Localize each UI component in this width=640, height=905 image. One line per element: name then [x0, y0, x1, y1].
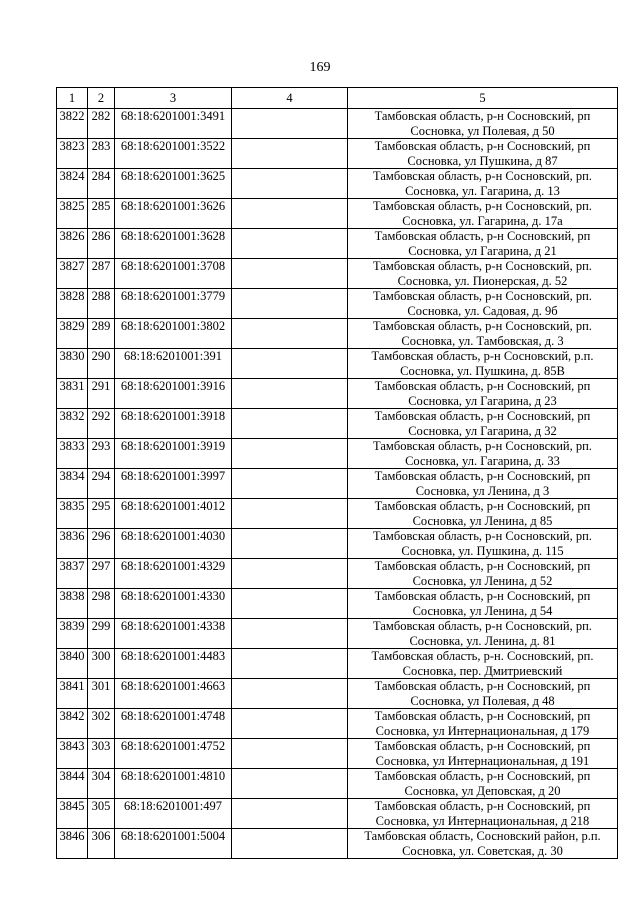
- address-cell: [348, 709, 618, 739]
- address-cell: [348, 169, 618, 199]
- row-number-cell: 298: [88, 589, 115, 619]
- row-number-cell: 297: [88, 559, 115, 589]
- row-number-cell: 289: [88, 319, 115, 349]
- address-line-2: Сосновка, ул Ленина, д 54: [412, 603, 553, 618]
- row-number-cell: 303: [88, 739, 115, 769]
- address-line-2: Сосновка, ул Интернациональная, д 179: [375, 723, 590, 738]
- cadastral-number-cell: 68:18:6201001:3708: [115, 259, 232, 289]
- address-line-1: Тамбовская область, р-н Сосновский, рп.: [373, 199, 592, 213]
- row-number-cell: 292: [88, 409, 115, 439]
- header-cell-2: 2: [88, 88, 115, 109]
- row-index-cell: 3827: [57, 259, 88, 289]
- address-cell: [348, 679, 618, 709]
- address-line-2: Сосновка, ул Пушкина, д 87: [407, 153, 558, 168]
- cadastral-number-cell: 68:18:6201001:4330: [115, 589, 232, 619]
- table-row: [57, 169, 618, 199]
- address-line-1: Тамбовская область, р-н Сосновский, рп: [374, 589, 591, 603]
- column-4-cell: [232, 469, 348, 499]
- header-cell-5: 5: [348, 88, 618, 109]
- address-line-2: Сосновка, ул Полевая, д 50: [410, 123, 555, 138]
- table-row: [57, 109, 618, 139]
- table-row: [57, 679, 618, 709]
- cadastral-number-cell: 68:18:6201001:4338: [115, 619, 232, 649]
- header-cell-3: 3: [115, 88, 232, 109]
- row-number-cell: 302: [88, 709, 115, 739]
- address-line-2: Сосновка, ул Гагарина, д 32: [408, 423, 557, 438]
- column-4-cell: [232, 229, 348, 259]
- row-index-cell: 3833: [57, 439, 88, 469]
- address-cell: [348, 349, 618, 379]
- address-cell: [348, 529, 618, 559]
- address-cell: [348, 559, 618, 589]
- address-line-2: Сосновка, ул. Садовая, д. 9б: [407, 303, 558, 318]
- row-number-cell: 304: [88, 769, 115, 799]
- header-cell-1: 1: [57, 88, 88, 109]
- address-cell: [348, 199, 618, 229]
- table-row: [57, 379, 618, 409]
- table-row: [57, 739, 618, 769]
- row-index-cell: 3829: [57, 319, 88, 349]
- row-number-cell: 286: [88, 229, 115, 259]
- row-index-cell: 3823: [57, 139, 88, 169]
- address-line-2: Сосновка, ул Гагарина, д 21: [408, 243, 557, 258]
- address-cell: [348, 229, 618, 259]
- address-line-1: Тамбовская область, р-н. Сосновский, рп.: [371, 649, 594, 663]
- address-cell: [348, 409, 618, 439]
- table-row: [57, 529, 618, 559]
- row-number-cell: 296: [88, 529, 115, 559]
- cadastral-number-cell: 68:18:6201001:5004: [115, 829, 232, 859]
- address-line-2: Сосновка, ул Полевая, д 48: [410, 693, 555, 708]
- row-index-cell: 3840: [57, 649, 88, 679]
- address-line-2: Сосновка, ул. Пушкина, д. 115: [401, 543, 564, 558]
- row-index-cell: 3831: [57, 379, 88, 409]
- address-line-1: Тамбовская область, р-н Сосновский, рп: [374, 409, 591, 423]
- address-line-1: Тамбовская область, р-н Сосновский, рп: [374, 469, 591, 483]
- column-4-cell: [232, 409, 348, 439]
- table-row: [57, 559, 618, 589]
- row-index-cell: 3832: [57, 409, 88, 439]
- table-row: [57, 199, 618, 229]
- address-cell: [348, 499, 618, 529]
- column-4-cell: [232, 169, 348, 199]
- address-line-2: Сосновка, ул Гагарина, д 23: [408, 393, 557, 408]
- table-row: [57, 229, 618, 259]
- row-index-cell: 3824: [57, 169, 88, 199]
- table-row: [57, 409, 618, 439]
- cadastral-number-cell: 68:18:6201001:4483: [115, 649, 232, 679]
- row-index-cell: 3841: [57, 679, 88, 709]
- address-cell: [348, 649, 618, 679]
- address-cell: [348, 319, 618, 349]
- cadastral-number-cell: 68:18:6201001:3916: [115, 379, 232, 409]
- column-4-cell: [232, 499, 348, 529]
- address-line-1: Тамбовская область, р-н Сосновский, рп: [374, 379, 591, 393]
- row-number-cell: 288: [88, 289, 115, 319]
- column-4-cell: [232, 559, 348, 589]
- row-number-cell: 295: [88, 499, 115, 529]
- cadastral-number-cell: 68:18:6201001:3997: [115, 469, 232, 499]
- address-line-1: Тамбовская область, р-н Сосновский, рп: [374, 109, 591, 123]
- table-row: [57, 439, 618, 469]
- address-line-1: Тамбовская область, р-н Сосновский, рп: [374, 679, 591, 693]
- column-4-cell: [232, 709, 348, 739]
- table-row: [57, 349, 618, 379]
- table-row: [57, 649, 618, 679]
- address-line-2: Сосновка, ул Интернациональная, д 191: [375, 753, 590, 768]
- address-line-2: Сосновка, ул Деповская, д 20: [404, 783, 561, 798]
- row-number-cell: 287: [88, 259, 115, 289]
- cadastral-number-cell: 68:18:6201001:3779: [115, 289, 232, 319]
- row-index-cell: 3846: [57, 829, 88, 859]
- row-number-cell: 284: [88, 169, 115, 199]
- address-line-2: Сосновка, ул. Гагарина, д. 13: [405, 183, 560, 198]
- address-line-1: Тамбовская область, р-н Сосновский, рп.: [373, 169, 592, 183]
- row-index-cell: 3830: [57, 349, 88, 379]
- row-index-cell: 3845: [57, 799, 88, 829]
- cadastral-number-cell: 68:18:6201001:4030: [115, 529, 232, 559]
- address-line-1: Тамбовская область, р-н Сосновский, рп: [374, 499, 591, 513]
- row-index-cell: 3825: [57, 199, 88, 229]
- cadastral-number-cell: 68:18:6201001:3918: [115, 409, 232, 439]
- row-index-cell: 3843: [57, 739, 88, 769]
- row-index-cell: 3837: [57, 559, 88, 589]
- column-4-cell: [232, 349, 348, 379]
- address-line-1: Тамбовская область, Сосновский район, р.п.: [364, 829, 601, 843]
- row-number-cell: 282: [88, 109, 115, 139]
- column-4-cell: [232, 319, 348, 349]
- table-row: [57, 499, 618, 529]
- cadastral-number-cell: 68:18:6201001:391: [115, 349, 232, 379]
- row-index-cell: 3839: [57, 619, 88, 649]
- address-cell: [348, 739, 618, 769]
- column-4-cell: [232, 199, 348, 229]
- column-4-cell: [232, 769, 348, 799]
- address-cell: [348, 109, 618, 139]
- column-4-cell: [232, 799, 348, 829]
- cadastral-number-cell: 68:18:6201001:3625: [115, 169, 232, 199]
- cadastral-number-cell: 68:18:6201001:4329: [115, 559, 232, 589]
- row-index-cell: 3835: [57, 499, 88, 529]
- address-line-2: Сосновка, ул. Советская, д. 30: [402, 843, 563, 858]
- column-4-cell: [232, 439, 348, 469]
- row-number-cell: 293: [88, 439, 115, 469]
- address-line-1: Тамбовская область, р-н Сосновский, рп: [374, 709, 591, 723]
- address-line-2: Сосновка, ул. Гагарина, д. 17а: [402, 213, 563, 228]
- page-number: 169: [309, 60, 331, 75]
- cadastral-number-cell: 68:18:6201001:3626: [115, 199, 232, 229]
- address-line-1: Тамбовская область, р-н Сосновский, р.п.: [371, 349, 594, 363]
- row-index-cell: 3842: [57, 709, 88, 739]
- address-line-1: Тамбовская область, р-н Сосновский, рп: [374, 799, 591, 813]
- address-line-1: Тамбовская область, р-н Сосновский, рп: [374, 769, 591, 783]
- cadastral-number-cell: 68:18:6201001:3491: [115, 109, 232, 139]
- cadastral-number-cell: 68:18:6201001:3802: [115, 319, 232, 349]
- address-line-2: Сосновка, ул. Тамбовская, д. 3: [401, 333, 564, 348]
- address-line-1: Тамбовская область, р-н Сосновский, рп.: [373, 439, 592, 453]
- table-row: [57, 589, 618, 619]
- registry-table: [56, 87, 618, 859]
- row-index-cell: 3844: [57, 769, 88, 799]
- header-cell-4: 4: [232, 88, 348, 109]
- address-line-2: Сосновка, ул Ленина, д 3: [415, 483, 550, 498]
- address-line-1: Тамбовская область, р-н Сосновский, рп.: [373, 619, 592, 633]
- address-line-2: Сосновка, пер. Дмитриевский: [402, 663, 563, 678]
- column-4-cell: [232, 679, 348, 709]
- address-cell: [348, 799, 618, 829]
- address-line-2: Сосновка, ул. Гагарина, д. 33: [405, 453, 560, 468]
- column-4-cell: [232, 379, 348, 409]
- cadastral-number-cell: 68:18:6201001:4810: [115, 769, 232, 799]
- row-number-cell: 294: [88, 469, 115, 499]
- table-row: [57, 799, 618, 829]
- cadastral-number-cell: 68:18:6201001:497: [115, 799, 232, 829]
- cadastral-number-cell: 68:18:6201001:3522: [115, 139, 232, 169]
- cadastral-number-cell: 68:18:6201001:4663: [115, 679, 232, 709]
- column-4-cell: [232, 619, 348, 649]
- address-cell: [348, 769, 618, 799]
- address-line-1: Тамбовская область, р-н Сосновский, рп: [374, 739, 591, 753]
- table-row: [57, 139, 618, 169]
- table-row: [57, 709, 618, 739]
- table-row: [57, 619, 618, 649]
- row-number-cell: 300: [88, 649, 115, 679]
- address-line-1: Тамбовская область, р-н Сосновский, рп.: [373, 289, 592, 303]
- address-cell: [348, 259, 618, 289]
- row-index-cell: 3822: [57, 109, 88, 139]
- column-4-cell: [232, 649, 348, 679]
- row-number-cell: 291: [88, 379, 115, 409]
- column-4-cell: [232, 109, 348, 139]
- address-line-2: Сосновка, ул Ленина, д 52: [412, 573, 553, 588]
- column-4-cell: [232, 589, 348, 619]
- address-line-1: Тамбовская область, р-н Сосновский, рп.: [373, 529, 592, 543]
- address-cell: [348, 469, 618, 499]
- row-number-cell: 299: [88, 619, 115, 649]
- address-cell: [348, 139, 618, 169]
- address-cell: [348, 289, 618, 319]
- table-row: [57, 319, 618, 349]
- table-row: [57, 829, 618, 859]
- row-index-cell: 3836: [57, 529, 88, 559]
- table-row: [57, 469, 618, 499]
- table-header-row: [57, 88, 618, 109]
- address-line-1: Тамбовская область, р-н Сосновский, рп.: [373, 319, 592, 333]
- row-number-cell: 285: [88, 199, 115, 229]
- row-number-cell: 301: [88, 679, 115, 709]
- column-4-cell: [232, 139, 348, 169]
- column-4-cell: [232, 739, 348, 769]
- table-row: [57, 769, 618, 799]
- table-body: [57, 109, 618, 859]
- cadastral-number-cell: 68:18:6201001:3919: [115, 439, 232, 469]
- table-row: [57, 289, 618, 319]
- address-line-1: Тамбовская область, р-н Сосновский, рп.: [373, 259, 592, 273]
- address-cell: [348, 589, 618, 619]
- address-line-2: Сосновка, ул. Пионерская, д. 52: [397, 273, 568, 288]
- column-4-cell: [232, 289, 348, 319]
- cadastral-number-cell: 68:18:6201001:4012: [115, 499, 232, 529]
- address-line-2: Сосновка, ул Ленина, д 85: [412, 513, 553, 528]
- address-line-1: Тамбовская область, р-н Сосновский, рп: [374, 229, 591, 243]
- address-line-1: Тамбовская область, р-н Сосновский, рп: [374, 139, 591, 153]
- row-number-cell: 290: [88, 349, 115, 379]
- column-4-cell: [232, 529, 348, 559]
- cadastral-number-cell: 68:18:6201001:3628: [115, 229, 232, 259]
- row-index-cell: 3838: [57, 589, 88, 619]
- column-4-cell: [232, 829, 348, 859]
- row-number-cell: 306: [88, 829, 115, 859]
- row-number-cell: 305: [88, 799, 115, 829]
- address-cell: [348, 619, 618, 649]
- row-index-cell: 3834: [57, 469, 88, 499]
- address-cell: [348, 379, 618, 409]
- address-line-1: Тамбовская область, р-н Сосновский, рп: [374, 559, 591, 573]
- cadastral-number-cell: 68:18:6201001:4752: [115, 739, 232, 769]
- column-4-cell: [232, 259, 348, 289]
- cadastral-number-cell: 68:18:6201001:4748: [115, 709, 232, 739]
- address-cell: [348, 829, 618, 859]
- row-index-cell: 3828: [57, 289, 88, 319]
- address-cell: [348, 439, 618, 469]
- row-index-cell: 3826: [57, 229, 88, 259]
- address-line-2: Сосновка, ул. Пушкина, д. 85В: [400, 363, 565, 378]
- row-number-cell: 283: [88, 139, 115, 169]
- table-row: [57, 259, 618, 289]
- address-line-2: Сосновка, ул Интернациональная, д 218: [375, 813, 590, 828]
- address-line-2: Сосновка, ул. Ленина, д. 81: [409, 633, 556, 648]
